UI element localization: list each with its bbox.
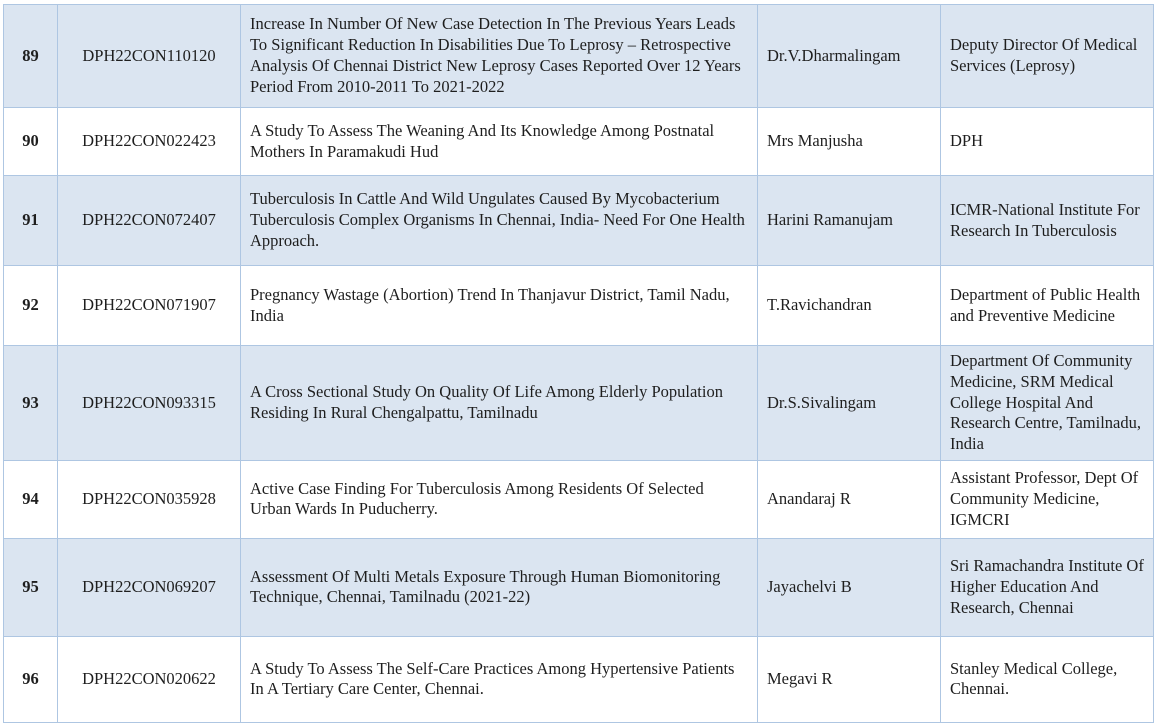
- institution-cell: Stanley Medical College, Chennai.: [941, 636, 1154, 722]
- row-number-cell: 95: [4, 538, 58, 636]
- institution-cell: Assistant Professor, Dept Of Community Medicine, IGMCRI: [941, 460, 1154, 538]
- title-cell: A Study To Assess The Self-Care Practices Among Hypertensive Patients In A Tertiary Care Center, Chennai.: [241, 636, 758, 722]
- title-cell: A Cross Sectional Study On Quality Of Life Among Elderly Population Residing In Rural Chengalpattu, Tamilnadu: [241, 346, 758, 461]
- title-cell: Increase In Number Of New Case Detection In The Previous Years Leads To Significant Reduction In Disabilities Due To Leprosy – Retrospective Analysis Of Chennai District New Leprosy Cases Reported Over 12 Years Period From 2010-2011 To 2021-2022: [241, 5, 758, 108]
- institution-cell: Department Of Community Medicine, SRM Medical College Hospital And Research Centre, Tamilnadu, India: [941, 346, 1154, 461]
- investigator-cell: Dr.V.Dharmalingam: [758, 5, 941, 108]
- table-row: [4, 176, 1154, 266]
- row-number-cell: 91: [4, 176, 58, 266]
- row-number-cell: 94: [4, 460, 58, 538]
- title-cell: Assessment Of Multi Metals Exposure Through Human Biomonitoring Technique, Chennai, Tamilnadu (2021-22): [241, 538, 758, 636]
- investigator-cell: Harini Ramanujam: [758, 176, 941, 266]
- project-id-cell: DPH22CON020622: [58, 636, 241, 722]
- title-cell: Tuberculosis In Cattle And Wild Ungulates Caused By Mycobacterium Tuberculosis Complex Organisms In Chennai, India- Need For One Health Approach.: [241, 176, 758, 266]
- table-row: [4, 266, 1154, 346]
- table-row: [4, 5, 1154, 108]
- investigator-cell: T.Ravichandran: [758, 266, 941, 346]
- investigator-cell: Mrs Manjusha: [758, 108, 941, 176]
- title-cell: A Study To Assess The Weaning And Its Knowledge Among Postnatal Mothers In Paramakudi Hud: [241, 108, 758, 176]
- row-number-cell: 96: [4, 636, 58, 722]
- investigator-cell: Anandaraj R: [758, 460, 941, 538]
- investigator-cell: Megavi R: [758, 636, 941, 722]
- project-id-cell: DPH22CON071907: [58, 266, 241, 346]
- project-id-cell: DPH22CON035928: [58, 460, 241, 538]
- row-number-cell: 89: [4, 5, 58, 108]
- research-projects-table: [3, 4, 1154, 723]
- investigator-cell: Jayachelvi B: [758, 538, 941, 636]
- row-number-cell: 92: [4, 266, 58, 346]
- project-id-cell: DPH22CON110120: [58, 5, 241, 108]
- table-row: [4, 636, 1154, 722]
- row-number-cell: 93: [4, 346, 58, 461]
- project-id-cell: DPH22CON022423: [58, 108, 241, 176]
- project-id-cell: DPH22CON072407: [58, 176, 241, 266]
- table-row: [4, 538, 1154, 636]
- project-id-cell: DPH22CON093315: [58, 346, 241, 461]
- institution-cell: Department of Public Health and Preventive Medicine: [941, 266, 1154, 346]
- institution-cell: Sri Ramachandra Institute Of Higher Education And Research, Chennai: [941, 538, 1154, 636]
- institution-cell: Deputy Director Of Medical Services (Leprosy): [941, 5, 1154, 108]
- table-row: [4, 108, 1154, 176]
- institution-cell: DPH: [941, 108, 1154, 176]
- institution-cell: ICMR-National Institute For Research In Tuberculosis: [941, 176, 1154, 266]
- title-cell: Pregnancy Wastage (Abortion) Trend In Thanjavur District, Tamil Nadu, India: [241, 266, 758, 346]
- table-row: [4, 460, 1154, 538]
- project-id-cell: DPH22CON069207: [58, 538, 241, 636]
- investigator-cell: Dr.S.Sivalingam: [758, 346, 941, 461]
- table-row: [4, 346, 1154, 461]
- title-cell: Active Case Finding For Tuberculosis Among Residents Of Selected Urban Wards In Puducherry.: [241, 460, 758, 538]
- row-number-cell: 90: [4, 108, 58, 176]
